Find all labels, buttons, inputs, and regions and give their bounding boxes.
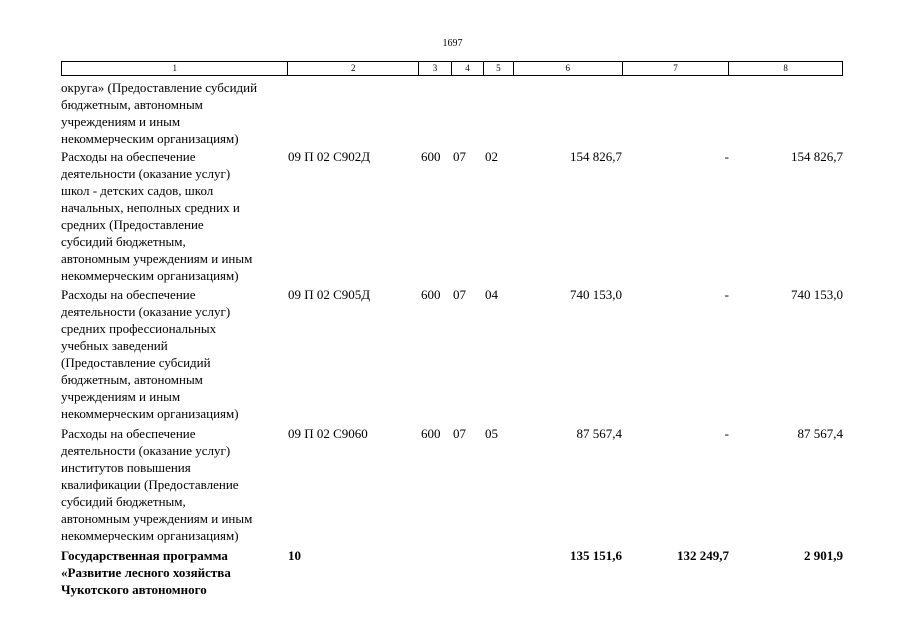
column-header-7: 7	[623, 62, 730, 75]
column-header-2: 2	[288, 62, 419, 75]
row-name: Расходы на обеспечение деятельности (оказание услуг) школ - детских садов, школ начальных, неполных средних и средних (Предоставление субсидий бюджетным, автономным учреждениям и иным некоммерческим организациям)	[61, 149, 253, 283]
row-expense-type: 600	[421, 287, 441, 302]
row-expense-type: 600	[421, 426, 441, 441]
row-section: 07	[453, 287, 466, 302]
row-name: Расходы на обеспечение деятельности (оказание услуг) институтов повышения квалификации (Предоставление субсидий бюджетным, автономным учреждениям и иным некоммерческим организациям)	[61, 426, 253, 543]
row-amount-2: -	[724, 149, 729, 164]
column-header-5: 5	[484, 62, 514, 75]
row-code: 09 П 02 С902Д	[288, 149, 371, 164]
row-subsection: 05	[485, 426, 498, 441]
row-name: округа» (Предоставление субсидий бюджетным, автономным учреждениям и иным некоммерческим организациям)	[61, 80, 258, 146]
row-amount-2: -	[724, 287, 729, 302]
row-amount-3: 87 567,4	[797, 426, 843, 441]
column-header-3: 3	[419, 62, 452, 75]
column-header-row	[61, 61, 843, 76]
row-amount-3: 740 153,0	[791, 287, 843, 302]
row-amount-3: 154 826,7	[791, 149, 843, 164]
row-subsection: 02	[485, 149, 498, 164]
row-amount-total: 154 826,7	[570, 149, 622, 164]
column-header-1: 1	[62, 62, 288, 75]
row-section: 07	[453, 149, 466, 164]
row-amount-3: 2 901,9	[804, 548, 843, 563]
column-header-6: 6	[514, 62, 623, 75]
row-section: 07	[453, 426, 466, 441]
page-number: 1697	[442, 38, 463, 49]
row-amount-total: 87 567,4	[576, 426, 622, 441]
row-code: 09 П 02 С905Д	[288, 287, 371, 302]
row-name: Расходы на обеспечение деятельности (оказание услуг) средних профессиональных учебных заведений (Предоставление субсидий бюджетным, автономным учреждениям и иным некоммерческим организациям)	[61, 287, 239, 421]
row-amount-total: 135 151,6	[570, 548, 622, 563]
row-amount-2: -	[724, 426, 729, 441]
column-header-4: 4	[452, 62, 484, 75]
row-expense-type: 600	[421, 149, 441, 164]
row-code: 09 П 02 С9060	[288, 426, 368, 441]
column-header-8: 8	[783, 63, 788, 73]
row-amount-2: 132 249,7	[677, 548, 729, 563]
row-subsection: 04	[485, 287, 498, 302]
row-code: 10	[288, 548, 301, 563]
row-name: Государственная программа «Развитие лесного хозяйства Чукотского автономного	[61, 548, 231, 597]
row-amount-total: 740 153,0	[570, 287, 622, 302]
